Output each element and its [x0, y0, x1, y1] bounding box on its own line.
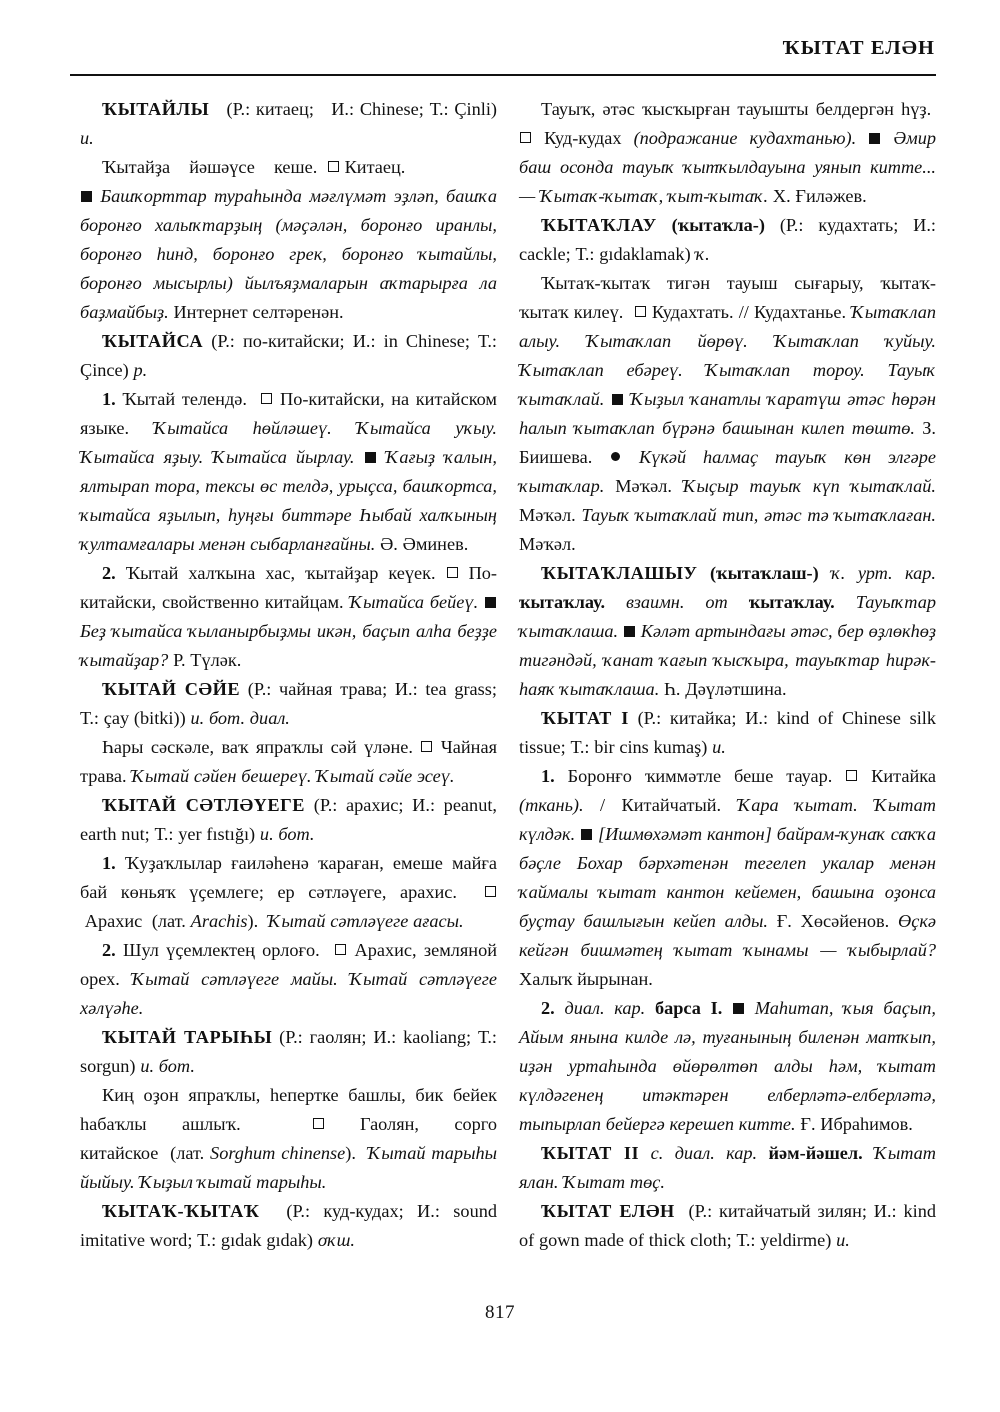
- sense-citation-source: Р. Түләк.: [173, 650, 242, 670]
- definition-ba: Ҡытаҡ-ҡытаҡ тигән тауыш сығарыу, ҡытаҡ-ҡытаҡ килеү.: [519, 273, 936, 322]
- gloss: (Р.: арахис; И.: peanut, earth nut; Т.: yer fıstığı): [80, 795, 497, 844]
- sense-examples: Ҡара ҡытат. Ҡытат күлдәк.: [519, 795, 936, 844]
- entry-kytayly-definition: [80, 153, 497, 182]
- sense-examples: Ҡытайса бейеү.: [349, 592, 479, 612]
- gloss: (Р.: китайчатый зилян; И.: kind of gown made of thick cloth; Т.: yeldirme): [519, 1201, 936, 1250]
- filled-square-marker-icon: [733, 1003, 744, 1014]
- gloss-tr: Т.: Çinli): [429, 99, 498, 119]
- definition-ba: Һары сәскәле, ваҡ япраҡлы сәй үләне.: [102, 737, 413, 757]
- sense-labels: диал. кар.: [564, 998, 646, 1018]
- proverb-text: Тауыҡ ҡытаҡлай тип, әтәс тә ҡытаҡлаған.: [581, 505, 936, 525]
- part-of-speech: оҡш.: [317, 1230, 355, 1250]
- part-of-speech: и.: [712, 737, 726, 757]
- filled-square-marker-icon: [869, 133, 880, 144]
- examples: Ҡытай тарыһы йыйыу. Ҡыҙыл ҡытай тарыһы.: [80, 1143, 497, 1192]
- sense-number: 1.: [102, 389, 116, 409]
- open-square-marker-icon: [447, 567, 458, 578]
- entry-kytak-kytak-continued: [519, 95, 936, 211]
- cross-ref-target[interactable]: йәм-йәшел.: [768, 1143, 863, 1163]
- examples: Тауыҡтар ҡытаҡлаша.: [519, 592, 936, 641]
- entry-kytaklashyu: [519, 559, 936, 704]
- sense-citation: Беҙ ҡытайса ҡыланырбыҙмы икән, баҫып алһа беҙҙе ҡытайҙар?: [80, 621, 497, 670]
- sense-number: 1.: [102, 853, 116, 873]
- sense-number: 2.: [102, 940, 116, 960]
- definition-ru: Куд-кудах: [544, 128, 622, 148]
- entry-kytat-1-sense-1: [519, 762, 936, 994]
- part-of-speech: ҡ. урт.: [831, 563, 893, 583]
- open-square-marker-icon: [635, 306, 646, 317]
- sense-number: 1.: [541, 766, 555, 786]
- sense-definition: Ҡытай телендә.: [122, 389, 247, 409]
- gloss: (Р.: гаолян; И.: kaoliang; Т.: sorgun): [80, 1027, 497, 1076]
- filled-dot-marker-icon: [611, 452, 620, 461]
- proverb-label: Мәҡәл.: [615, 476, 672, 496]
- headword: ҠЫТАҠЛАУ: [541, 215, 657, 235]
- definition-ba-2: йәшәүсе: [189, 157, 255, 177]
- latin-label: (лат.: [170, 1143, 205, 1163]
- latin-name: Arachis: [190, 911, 248, 931]
- gloss-ru: (Р.: китаец;: [226, 99, 314, 119]
- sense-russian: Арахис: [84, 911, 143, 931]
- entry-kytayly-citation: [80, 182, 497, 327]
- citation-text: Ҡыҙыл ҡанатлы ҡаратүш әтәс һөрән һалып ҡытаҡлап бүрәнә башынан килеп төштө.: [519, 389, 936, 438]
- sense-definition: Боронғо ҡиммәтле беше тауар.: [567, 766, 833, 786]
- cross-ref-label: взаимн. от: [626, 592, 728, 612]
- entry-kytat-2: [519, 1139, 936, 1197]
- filled-square-marker-icon: [365, 452, 376, 463]
- sense-citation: Ҡағыҙ ҡалын, ялтырап тора, тексы өс телдә, урыҫса, башҡортса, ҡытайса яҙылып, һуңғы биттәре Һыбай халҡының ҡултамғалары менән сыбарланғайны.: [80, 447, 497, 554]
- sense-number: 2.: [102, 563, 116, 583]
- filled-square-marker-icon: [624, 626, 635, 637]
- part-of-speech: и.: [80, 128, 94, 148]
- definition-ba: Тауыҡ, әтәс ҡысҡырған тауышты белдергән һүҙ.: [541, 99, 932, 119]
- headword: ҠЫТАТ II: [541, 1143, 640, 1163]
- headword: ҠЫТАЙ СӘЙЕ: [102, 679, 241, 699]
- proverb-label: Мәҡәл.: [519, 534, 576, 554]
- latin-close: ).: [247, 911, 259, 931]
- entry-kytaklau: [519, 211, 936, 269]
- headword: ҠЫТАҠ-ҠЫТАҠ: [102, 1201, 260, 1221]
- gloss-en: И.: Chinese;: [331, 99, 424, 119]
- sense-citation: Маһитап, ҡыя баҫып, Айым янына килде лә, туғанының биленән матҡып, иҙән уртаһында өйөрөлтөп алды һәм, ҡытат күлдәгенең итәктәрен елберләтә-елберләтә, тыпырлап бейергә керешеп китте.: [519, 998, 936, 1134]
- sense-citation-2: Өҫкә кейгән бишмәтең ҡытат ҡынамы — ҡыбырлай?: [519, 911, 936, 960]
- cross-ref-target[interactable]: ҡытаҡлау.: [519, 592, 606, 612]
- definition-ru: Гаолян, сорго китайское: [80, 1114, 497, 1163]
- entry-kytat-elan: [519, 1197, 936, 1255]
- headword: ҠЫТАЙ СӘТЛӘҮЕГЕ: [102, 795, 306, 815]
- sense-russian-alt: / Китайчатый.: [600, 795, 722, 815]
- definition-ru: Чайная трава.: [80, 737, 497, 786]
- open-square-marker-icon: [520, 132, 531, 143]
- citation-text: Кәләт артындағы әтәс, бер өҙлөкһөҙ тигәндәй, ҡанат ҡағып ҡысҡыра, тауыҡтар һирәк-һаяҡ ҡытаҡлаша.: [519, 621, 936, 699]
- sense-citation-source: Ә. Әминев.: [380, 534, 469, 554]
- header-rule: [70, 74, 936, 76]
- proverb-text: Ҡыҫыр тауыҡ күп ҡытаҡлай.: [682, 476, 936, 496]
- cross-ref-target[interactable]: ҡытаҡлау.: [748, 592, 835, 612]
- sense-russian: По-китайски, на китайском языке.: [80, 389, 498, 438]
- entry-kytayly: [80, 95, 497, 153]
- gloss: (Р.: китайка; И.: kind of Chinese silk tissue; Т.: bir cins kumaş): [519, 708, 936, 757]
- headword-stem: (ҡытаҡла-): [671, 215, 765, 235]
- examples: Ҡытай сәйен бешереү. Ҡытай сәйе эсеү.: [131, 766, 455, 786]
- headword-stem: (ҡытаҡлаш-): [709, 563, 819, 583]
- open-square-marker-icon: [485, 886, 496, 897]
- proverb-text: Күкәй һалмаҫ тауыҡ көн элгәре ҡытаҡлар.: [519, 447, 936, 496]
- sense-russian: Китайка: [871, 766, 936, 786]
- entry-kytaysa: [80, 327, 497, 385]
- definition-ru: Китаец.: [344, 157, 406, 177]
- sense-definition: Ҡуҙаҡлылар ғаиләһенә ҡараған, емеше майға бай көньяҡ үҫемлеге; ер сәтләүеге, арахис.: [80, 853, 497, 902]
- sense-russian-note: (ткань).: [519, 795, 584, 815]
- entry-kytaysa-sense-2: [80, 559, 497, 675]
- citation-text: Әмир баш осонда тауыҡ ҡытҡылдауына уянып китте... — Ҡытаҡ-ҡытаҡ, ҡыт-ҡытаҡ.: [519, 128, 936, 206]
- filled-square-marker-icon: [581, 829, 592, 840]
- entry-kytay-taryhy-definition: [80, 1081, 497, 1197]
- part-of-speech: и.: [836, 1230, 850, 1250]
- citation-source: Интернет селтәренән.: [173, 302, 344, 322]
- running-head: ҠЫТАТ ЕЛӘН: [782, 37, 935, 59]
- cross-ref-label: кар.: [905, 563, 936, 583]
- part-of-speech: и. бот.: [140, 1056, 195, 1076]
- cross-ref-target[interactable]: барса I.: [654, 998, 723, 1018]
- page-number: 817: [485, 1302, 515, 1323]
- headword: ҠЫТАЙЛЫ: [102, 99, 210, 119]
- headword: ҠЫТАҠЛАШЫУ: [541, 563, 698, 583]
- headword: ҠЫТАТ ЕЛӘН: [541, 1201, 675, 1221]
- definition-ru-note: (подражание кудахтанью).: [633, 128, 857, 148]
- part-of-speech: и. бот.: [259, 824, 315, 844]
- left-column: [80, 95, 497, 1280]
- filled-square-marker-icon: [81, 191, 92, 202]
- part-of-speech: р.: [133, 360, 148, 380]
- sense-definition: Шул үҫемлектең орлоғо.: [123, 940, 320, 960]
- entry-kytay-satlauege: [80, 791, 497, 849]
- citation-text: Башҡорттар тураһында мәғлүмәт эҙләп, башҡа боронғо халыҡтарҙың (мәҫәлән, боронғо иранлы, боронғо һинд, боронғо грек, боронғо ҡытайлы, боронғо мысырлы) йылъяҙмаларын аҡтарырға ла баҙмайбыҙ.: [80, 186, 497, 322]
- open-square-marker-icon: [421, 741, 432, 752]
- gloss: (Р.: кудахтать; И.: cackle; Т.: gıdaklamak): [519, 215, 937, 264]
- latin-name: Sorghum chinense: [210, 1143, 346, 1163]
- definition-ba-3: кеше.: [273, 157, 318, 177]
- filled-square-marker-icon: [612, 394, 623, 405]
- citation-source: З. Биишева.: [519, 418, 936, 467]
- examples: Ҡытаҡлап алыу. Ҡытаҡлап йөрөү. Ҡытаҡлап ҡуйыу. Ҡытаҡлап ебәреү. Ҡытаҡлап тороу. Тауыҡ ҡытаҡлай.: [519, 302, 936, 409]
- entry-kytay-satlauege-sense-1: [80, 849, 497, 936]
- sense-citation-source-2: Халыҡ йырынан.: [519, 969, 653, 989]
- open-square-marker-icon: [313, 1118, 324, 1129]
- headword: ҠЫТАТ I: [541, 708, 629, 728]
- entry-kytay-taryhy: [80, 1023, 497, 1081]
- filled-square-marker-icon: [485, 597, 496, 608]
- entry-kytak-kytak: [80, 1197, 497, 1255]
- entry-kytay-satlauege-sense-2: [80, 936, 497, 1023]
- open-square-marker-icon: [335, 944, 346, 955]
- right-column: [519, 95, 936, 1280]
- gloss: (Р.: куд-кудах; И.: sound imitative word; Т.: gıdak gıdak): [80, 1201, 497, 1250]
- sense-citation-source: Ғ. Хөсәйенов.: [776, 911, 890, 931]
- entry-kytay-sae: [80, 675, 497, 733]
- entry-kytaysa-sense-1: [80, 385, 497, 559]
- sense-examples: Ҡытай сәтләүеге ағасы.: [267, 911, 464, 931]
- headword: ҠЫТАЙ ТАРЫҺЫ: [102, 1027, 273, 1047]
- open-square-marker-icon: [261, 393, 272, 404]
- entry-kytat-1: [519, 704, 936, 762]
- headword: ҠЫТАЙСА: [102, 331, 204, 351]
- sense-russian: Арахис, земляной орех.: [80, 940, 497, 989]
- sense-number: 2.: [541, 998, 555, 1018]
- labels: с. диал. кар.: [650, 1143, 758, 1163]
- part-of-speech: ҡ.: [695, 244, 710, 264]
- latin-close: ).: [345, 1143, 356, 1163]
- gloss: (Р.: по-китайски; И.: in Chinese; Т.: Çince): [80, 331, 497, 380]
- sense-citation-source: Ғ. Ибраһимов.: [800, 1114, 913, 1134]
- latin-label: (лат.: [151, 911, 186, 931]
- sense-citation: [Ишмөхәмәт кантон] байрам-ҡунаҡ саҡҡа бәҫле Бохар бәрхәтенән тегелеп укалар менән ҡаймалы ҡытат кантон кейемен, башына оҙонса буҫтау башлығын кейеп алды.: [519, 824, 936, 931]
- entry-kytay-sae-definition: [80, 733, 497, 791]
- two-column-body: [80, 95, 936, 1280]
- sense-russian: По-китайски, свойственно китайцам.: [80, 563, 497, 612]
- open-square-marker-icon: [846, 770, 857, 781]
- sense-examples: Ҡытайса һөйләшеү. Ҡытайса уҡыу. Ҡытайса яҙыу. Ҡытайса йырлау.: [80, 418, 497, 467]
- definition-ba: Киң оҙон япраҡлы, һепертке башлы, бик бейек һабаҡлы ашлыҡ.: [80, 1085, 497, 1134]
- citation-source: Һ. Дәүләтшина.: [664, 679, 787, 699]
- open-square-marker-icon: [328, 161, 339, 172]
- definition-ba: Ҡытайҙа: [102, 157, 171, 177]
- part-of-speech: и. бот. диал.: [190, 708, 290, 728]
- citation-source: Х. Ғиләжев.: [772, 186, 867, 206]
- definition-ru: Кудахтать. // Кудахтанье.: [651, 302, 847, 322]
- sense-definition: Ҡытай халҡына хас, ҡытайҙар кеүек.: [125, 563, 436, 583]
- proverb-label: Мәҡәл.: [519, 505, 576, 525]
- entry-kytaklau-definition: [519, 269, 936, 559]
- sense-examples: Ҡытай сәтләүеге майы. Ҡытай сәтләүеге хәлүәһе.: [80, 969, 498, 1018]
- entry-kytat-1-sense-2: [519, 994, 936, 1139]
- examples: Ҡытат ялан. Ҡытат төҫ.: [519, 1143, 936, 1192]
- gloss: (Р.: чайная трава; И.: tea grass; Т.: çay (bitki)): [80, 679, 497, 728]
